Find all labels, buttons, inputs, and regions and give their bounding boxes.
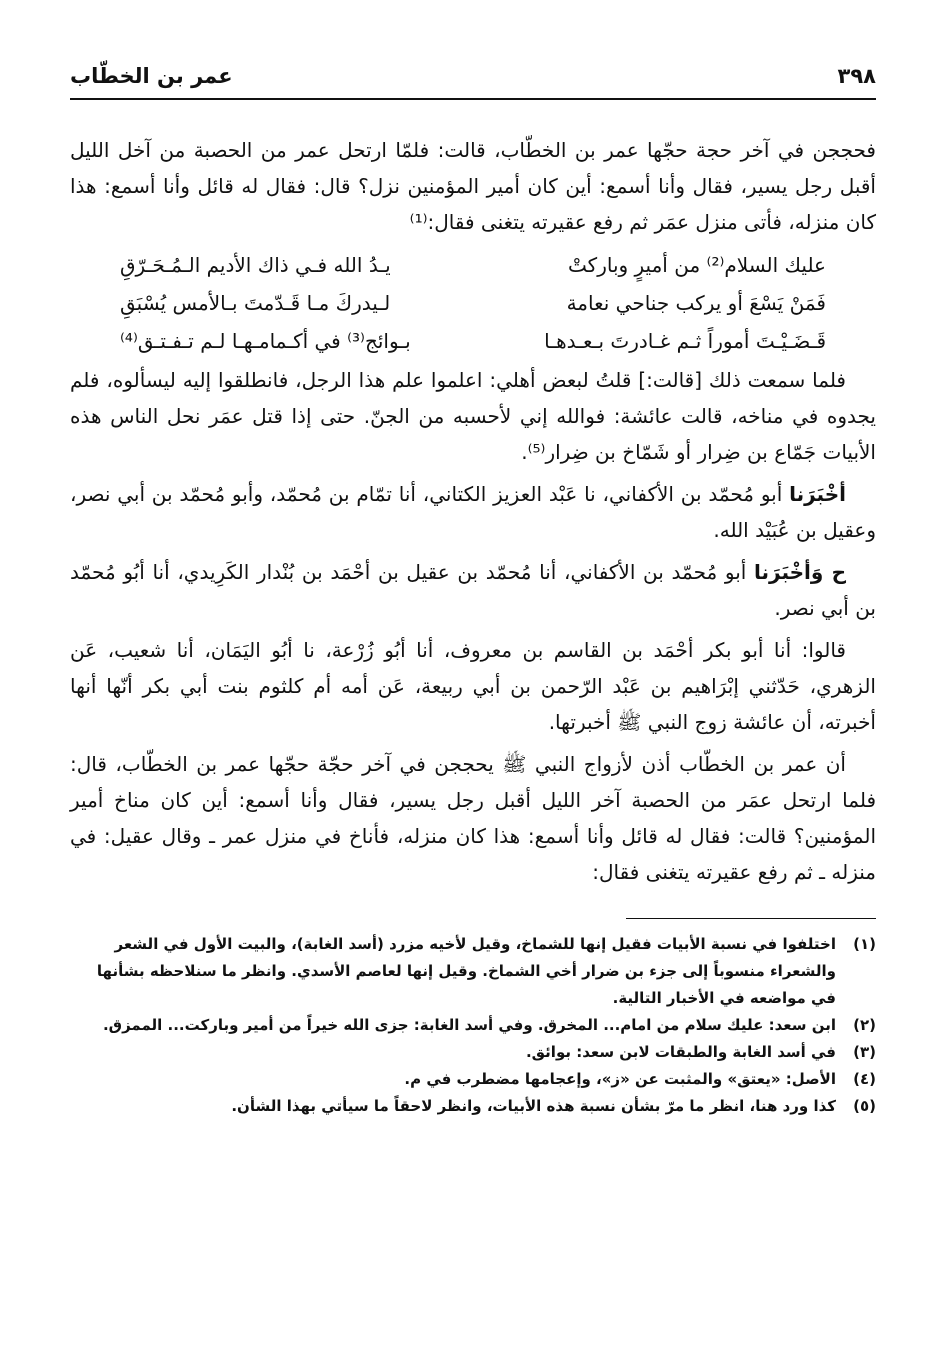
footnote-text: الأصل: «يعتق» والمثبت عن «ز»، وإعجامها مضطرب في م.	[404, 1070, 836, 1088]
main-text	[70, 132, 876, 890]
footnote-text: ابن سعد: عليك سلام من امام... المخرق. وفي أسد الغابة: جزى الله خيراً من أمير وباركت... الممزق.	[102, 1016, 836, 1034]
paragraph-4-text: أبو مُحمّد بن الأكفاني، أنا مُحمّد بن عقيل بن أحْمَد بن بُنْدار الكَرِيدي، أنا أبُو مُحمّد بن أبي نصر.	[70, 560, 876, 620]
footnote-number: (٣)	[853, 1043, 876, 1061]
running-title: عمر بن الخطّاب	[70, 64, 233, 88]
footnote-text: كذا ورد هنا، انظر ما مرّ بشأن نسبة هذه الأبيات، وانظر لاحقاً ما سيأتي بهذا الشأن.	[231, 1097, 836, 1115]
page-number: ٣٩٨	[837, 64, 876, 88]
isnad-lead: أخْبَرَنا	[789, 482, 846, 506]
verse-3-first-hemistich: قَـضَـيْـتَ أموراً ثـم غـادرتَ بـعـدهـا	[544, 329, 826, 353]
verse-1-second-hemistich: يـدُ الله فـي ذاك الأديم الـمُـحَـرّقِ	[120, 253, 391, 277]
paragraph-2: فلما سمعت ذلك [قالت:] قلتُ لبعض أهلي: اعلموا علم هذا الرجل، فانطلقوا إليه ليسألوه، فلم يجدوه في مناخه، قالت عائشة: فوالله إني لأحسبه من الجنّ. حتى إذا قتل عمَر نحل الناس هذه الأبيات جَمّاع بن ضِرار أو شَمّاخ بن ضِرار⁽⁵⁾.	[70, 368, 876, 464]
paragraph-3	[70, 476, 876, 548]
footnote-2	[70, 1012, 876, 1039]
verse-3	[120, 322, 826, 360]
footnote-number: (٥)	[853, 1097, 876, 1115]
footnote-divider	[626, 918, 876, 919]
paragraph-6: أن عمر بن الخطّاب أذن لأزواج النبي ﷺ يحججن في آخر حجّة حجّها عمر بن الخطّاب، قال: فلما ارتحل عمَر من الحصبة آخر الليل أقبل رجل يسير، فقال وأنا أسمع: أين كان مناخ أمير المؤمنين؟ قالت: فقال له قائل وأنا أسمع: هذا كان منزله، فأناخ في منزل عمر ـ وقال عقيل: في منزله ـ ثم رفع عقيرته يتغنى فقال:	[70, 752, 876, 884]
footnote-5	[70, 1093, 876, 1120]
book-page	[70, 58, 876, 1298]
footnote-number: (١)	[853, 935, 876, 953]
footnote-text: في أسد الغابة والطبقات لابن سعد: بوائق.	[525, 1043, 836, 1061]
poem	[120, 246, 826, 360]
verse-3-second-hemistich: بـوائج⁽³⁾ في أكـمامـهـا لـم تـفـتـق⁽⁴⁾	[120, 329, 411, 353]
verse-2	[120, 284, 826, 322]
paragraph-5: قالوا: أنا أبو بكر أحْمَد بن القاسم بن معروف، أنا أبُو زُرْعة، نا أبُو اليَمَان، أنا شعيب، عَن الزهري، حَدّثني إبْرَاهيم بن عَبْد الرّحمن بن أبي ربيعة، عَن أمه أم كلثوم بنت أبي بكر أنّها أنها أخبرته، أن عائشة زوج النبي ﷺ أخبرتها.	[70, 638, 876, 734]
paragraph-4	[70, 554, 876, 626]
paragraph-3-text: أبو مُحمّد بن الأكفاني، نا عَبْد العزيز الكتاني، أنا تمّام بن مُحمّد، وأبو مُحمّد بن أبي نصر، وعقيل بن عُبَيْد الله.	[70, 482, 876, 542]
footnote-4	[70, 1066, 876, 1093]
verse-2-first-hemistich: فَمَنْ يَسْعَ أو يركب جناحي نعامة	[566, 291, 826, 315]
page-header	[70, 58, 876, 100]
paragraph-1: فحججن في آخر حجة حجّها عمر بن الخطّاب، قالت: فلمّا ارتحل عمر من الحصبة من آخل الليل أقبل رجل يسير، فقال وأنا أسمع: أين كان أمير المؤمنين نزل؟ قال: فقال له قائل وأنا أسمع: هذا كان منزله، فأتى منزل عمَر ثم رفع عقيرته يتغنى فقال:⁽¹⁾	[70, 138, 876, 234]
verse-2-second-hemistich: لـيدركَ مـا قَـدّمتَ بـالأمس يُسْبَقِ	[120, 291, 391, 315]
footnote-number: (٢)	[853, 1016, 876, 1034]
verse-1	[120, 246, 826, 284]
isnad-lead-2: ح وَأخْبَرَنا	[754, 560, 847, 584]
footnote-1	[70, 931, 876, 1012]
footnote-text: اختلفوا في نسبة الأبيات فقيل إنها للشماخ، وقيل لأخيه مزرد (أسد الغابة)، والبيت الأول في الشعر والشعراء منسوباً إلى جزء بن ضرار أخي الشماخ. وقيل إنها لعاصم الأسدي. وانظر ما سنلاحظه بشأنها في مواضعه في الأخبار التالية.	[96, 935, 836, 1007]
footnote-3	[70, 1039, 876, 1066]
footnotes	[70, 931, 876, 1120]
verse-1-first-hemistich: عليك السلام⁽²⁾ من أميرٍ وباركتْ	[568, 253, 826, 277]
footnote-number: (٤)	[853, 1070, 876, 1088]
